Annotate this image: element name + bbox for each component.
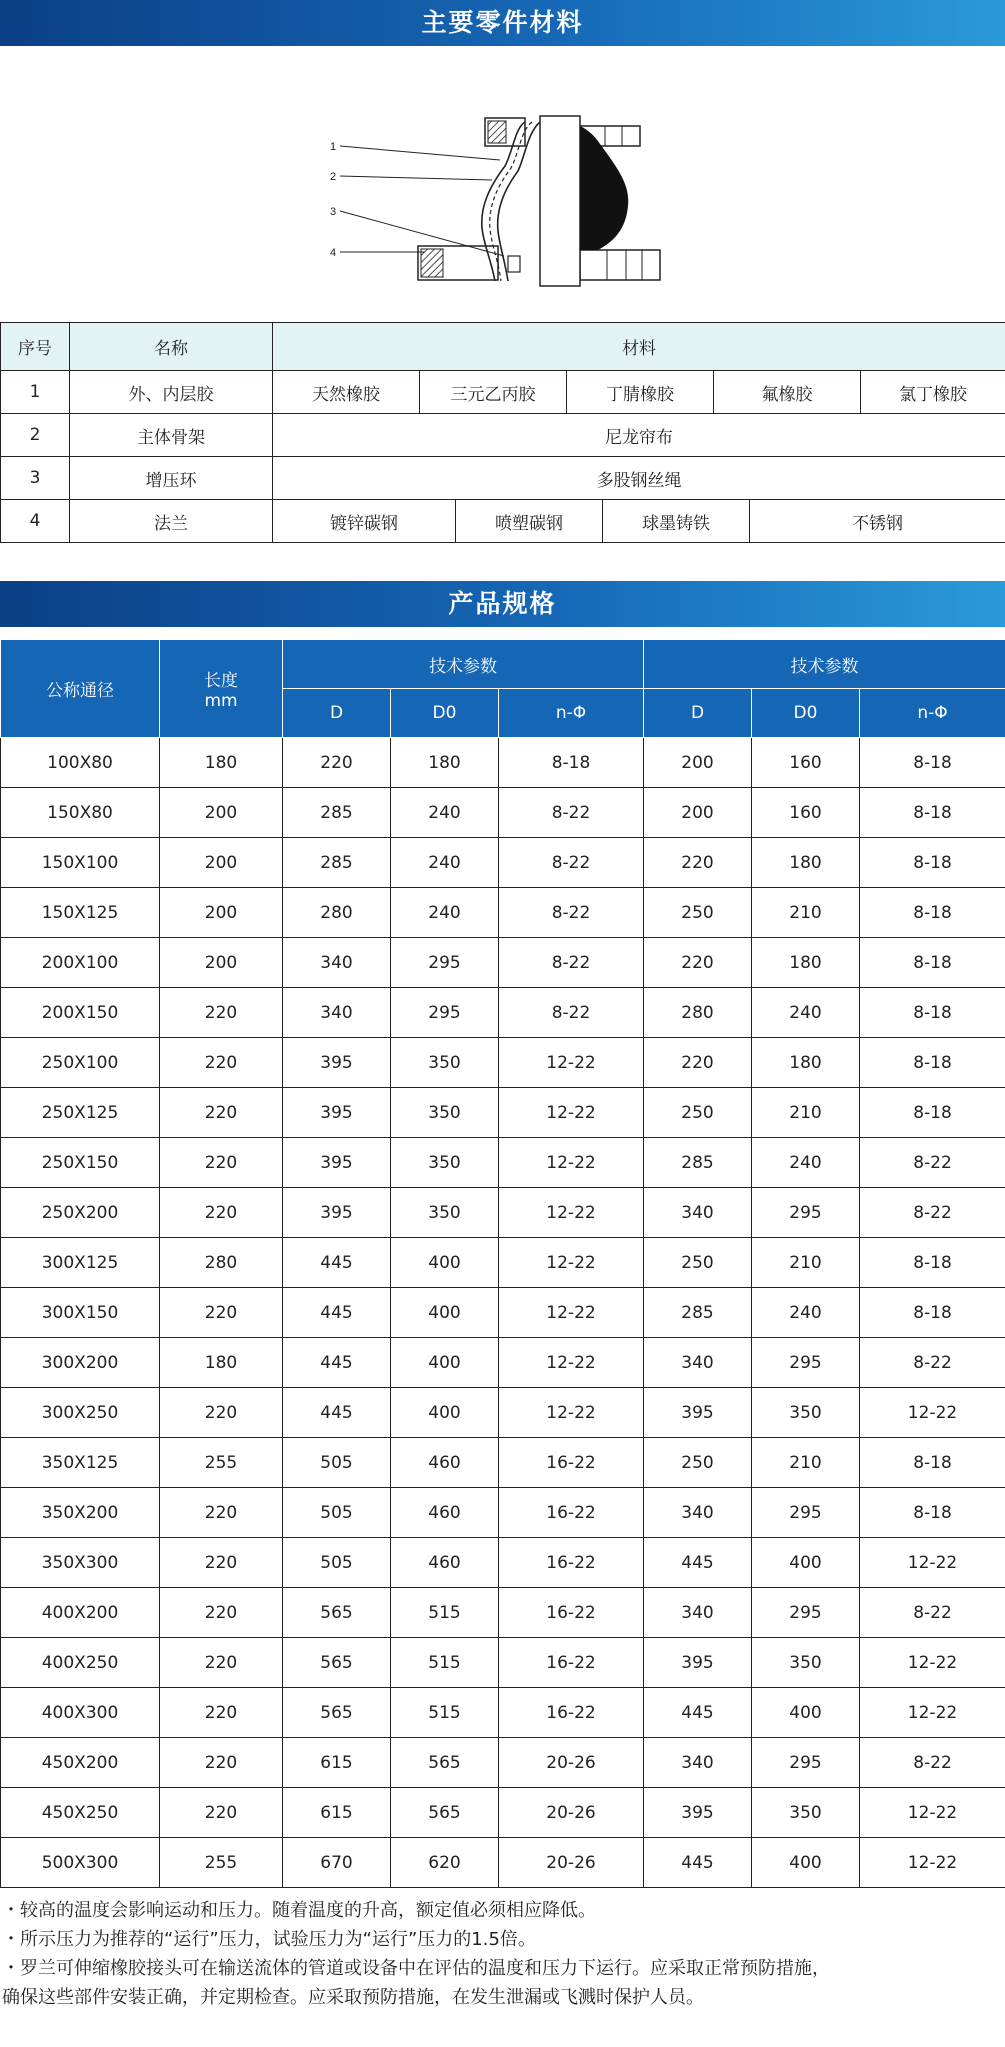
table-cell: 445	[644, 1838, 752, 1888]
table-cell: 200	[644, 738, 752, 788]
note-line: 确保这些部件安装正确，并定期检查。应采取预防措施，在发生泄漏或飞溅时保护人员。	[2, 1987, 704, 2008]
table-cell: 200	[644, 788, 752, 838]
spec-table-body	[1, 738, 1005, 1888]
spec-header-group-2: 技术参数	[644, 640, 1005, 689]
bottom-flange-hatch	[421, 249, 443, 277]
table-cell: 445	[644, 1538, 752, 1588]
spec-subheader: D0	[752, 689, 860, 738]
table-cell: 350	[391, 1138, 499, 1188]
table-cell: 400X200	[1, 1588, 160, 1638]
table-cell: 160	[752, 738, 860, 788]
table-cell: 395	[644, 1788, 752, 1838]
table-cell: 250X200	[1, 1188, 160, 1238]
table-cell: 615	[283, 1788, 391, 1838]
table-cell: 8-18	[860, 1088, 1005, 1138]
table-cell: 8-18	[860, 788, 1005, 838]
table-cell: 20-26	[499, 1838, 644, 1888]
table-cell: 400	[391, 1288, 499, 1338]
table-cell: 515	[391, 1688, 499, 1738]
table-cell: 295	[752, 1738, 860, 1788]
table-cell: 220	[160, 1588, 283, 1638]
table-cell: 220	[160, 1038, 283, 1088]
table-cell: 395	[644, 1638, 752, 1688]
table-cell: 240	[752, 1288, 860, 1338]
spec-table	[0, 639, 1005, 1888]
row4-name: 法兰	[70, 500, 273, 543]
table-cell: 12-22	[499, 1038, 644, 1088]
table-cell: 220	[283, 738, 391, 788]
table-cell: 350X200	[1, 1488, 160, 1538]
table-cell: 8-18	[860, 738, 1005, 788]
table-row	[1, 788, 1005, 838]
row3-material: 多股钢丝绳	[273, 457, 1005, 500]
table-cell: 250	[644, 1238, 752, 1288]
table-cell: 620	[391, 1838, 499, 1888]
table-cell: 8-22	[860, 1188, 1005, 1238]
table-cell: 8-18	[860, 1288, 1005, 1338]
table-cell: 220	[160, 1388, 283, 1438]
table-row	[1, 938, 1005, 988]
table-cell: 180	[752, 938, 860, 988]
table-cell: 250	[644, 1438, 752, 1488]
table-row	[1, 1738, 1005, 1788]
table-cell: 400X300	[1, 1688, 160, 1738]
section-title-materials: 主要零件材料	[0, 0, 1005, 46]
table-cell: 8-18	[860, 1438, 1005, 1488]
table-cell: 295	[391, 988, 499, 1038]
table-cell: 340	[283, 988, 391, 1038]
table-cell: 300X150	[1, 1288, 160, 1338]
table-cell: 295	[752, 1188, 860, 1238]
table-cell: 16-22	[499, 1538, 644, 1588]
table-cell: 460	[391, 1538, 499, 1588]
table-cell: 12-22	[860, 1388, 1005, 1438]
table-cell: 340	[283, 938, 391, 988]
table-cell: 240	[752, 1138, 860, 1188]
table-cell: 220	[160, 1738, 283, 1788]
table-cell: 445	[644, 1688, 752, 1738]
table-cell: 300X200	[1, 1338, 160, 1388]
table-cell: 8-18	[860, 938, 1005, 988]
table-cell: 220	[160, 988, 283, 1038]
table-cell: 285	[283, 838, 391, 888]
table-cell: 350	[391, 1188, 499, 1238]
table-cell: 340	[644, 1738, 752, 1788]
table-cell: 565	[391, 1788, 499, 1838]
table-cell: 180	[752, 838, 860, 888]
table-row	[1, 1188, 1005, 1238]
table-cell: 220	[160, 1088, 283, 1138]
table-row	[1, 1038, 1005, 1088]
table-cell: 340	[644, 1338, 752, 1388]
row3-name: 增压环	[70, 457, 273, 500]
row1-material: 天然橡胶	[273, 371, 420, 414]
table-cell: 12-22	[499, 1338, 644, 1388]
pressure-ring	[508, 256, 520, 272]
table-cell: 12-22	[860, 1638, 1005, 1688]
table-cell: 150X125	[1, 888, 160, 938]
table-cell: 350X300	[1, 1538, 160, 1588]
table-row	[1, 1438, 1005, 1488]
table-row	[1, 1638, 1005, 1688]
table-cell: 12-22	[860, 1788, 1005, 1838]
table-cell: 200	[160, 938, 283, 988]
table-cell: 12-22	[860, 1838, 1005, 1888]
joint-cross-section-diagram	[0, 46, 1005, 322]
table-cell: 210	[752, 1238, 860, 1288]
table-row	[1, 988, 1005, 1038]
table-cell: 350	[752, 1788, 860, 1838]
table-cell: 180	[391, 738, 499, 788]
table-cell: 250X100	[1, 1038, 160, 1088]
table-cell: 280	[160, 1238, 283, 1288]
notes	[0, 1888, 1005, 2012]
table-cell: 505	[283, 1438, 391, 1488]
table-cell: 515	[391, 1588, 499, 1638]
table-cell: 8-22	[860, 1138, 1005, 1188]
table-cell: 150X80	[1, 788, 160, 838]
table-cell: 400	[752, 1538, 860, 1588]
table-cell: 16-22	[499, 1638, 644, 1688]
table-cell: 250X125	[1, 1088, 160, 1138]
row4-material: 球墨铸铁	[603, 500, 750, 543]
table-cell: 615	[283, 1738, 391, 1788]
diagram-label-4: 4	[330, 247, 337, 259]
table-row	[1, 1138, 1005, 1188]
table-cell: 340	[644, 1588, 752, 1638]
row2-material: 尼龙帘布	[273, 414, 1005, 457]
table-cell: 220	[160, 1488, 283, 1538]
table-row	[1, 888, 1005, 938]
table-cell: 350	[752, 1388, 860, 1438]
table-cell: 240	[391, 788, 499, 838]
table-cell: 12-22	[499, 1088, 644, 1138]
row4-no: 4	[1, 500, 70, 543]
table-cell: 200	[160, 838, 283, 888]
table-cell: 8-22	[860, 1738, 1005, 1788]
table-cell: 180	[752, 1038, 860, 1088]
table-cell: 220	[160, 1638, 283, 1688]
diagram-label-2: 2	[330, 171, 337, 183]
table-cell: 445	[283, 1288, 391, 1338]
table-cell: 350	[752, 1638, 860, 1688]
table-cell: 8-22	[499, 888, 644, 938]
table-cell: 220	[644, 938, 752, 988]
table-row	[1, 1088, 1005, 1138]
table-row	[1, 1788, 1005, 1838]
table-cell: 395	[283, 1188, 391, 1238]
table-cell: 210	[752, 888, 860, 938]
row1-no: 1	[1, 371, 70, 414]
table-cell: 280	[644, 988, 752, 1038]
table-cell: 20-26	[499, 1788, 644, 1838]
table-row	[1, 1238, 1005, 1288]
table-cell: 445	[283, 1238, 391, 1288]
table-cell: 8-18	[860, 1038, 1005, 1088]
row2-no: 2	[1, 414, 70, 457]
table-cell: 8-18	[860, 838, 1005, 888]
table-cell: 16-22	[499, 1488, 644, 1538]
table-cell: 505	[283, 1538, 391, 1588]
table-cell: 255	[160, 1838, 283, 1888]
table-cell: 240	[391, 888, 499, 938]
table-cell: 350X125	[1, 1438, 160, 1488]
table-cell: 445	[283, 1388, 391, 1438]
table-cell: 16-22	[499, 1588, 644, 1638]
materials-header-no: 序号	[1, 323, 70, 371]
table-cell: 565	[283, 1588, 391, 1638]
materials-header-material: 材料	[273, 323, 1005, 371]
row2-name: 主体骨架	[70, 414, 273, 457]
table-row	[1, 1288, 1005, 1338]
section-title-spec: 产品规格	[0, 581, 1005, 627]
table-row	[1, 1588, 1005, 1638]
table-cell: 400	[752, 1838, 860, 1888]
table-cell: 340	[644, 1188, 752, 1238]
table-cell: 450X200	[1, 1738, 160, 1788]
table-cell: 200X150	[1, 988, 160, 1038]
materials-table	[0, 322, 1005, 543]
table-cell: 12-22	[499, 1188, 644, 1238]
spec-subheader: D	[644, 689, 752, 738]
table-cell: 400	[391, 1238, 499, 1288]
table-cell: 8-22	[499, 838, 644, 888]
table-cell: 395	[644, 1388, 752, 1438]
table-cell: 350	[391, 1088, 499, 1138]
table-cell: 200	[160, 888, 283, 938]
table-cell: 395	[283, 1088, 391, 1138]
table-cell: 340	[644, 1488, 752, 1538]
table-cell: 255	[160, 1438, 283, 1488]
table-cell: 12-22	[499, 1288, 644, 1338]
table-cell: 200X100	[1, 938, 160, 988]
table-cell: 395	[283, 1038, 391, 1088]
note-line: ・较高的温度会影响运动和压力。随着温度的升高，额定值必须相应降低。	[2, 1900, 596, 1921]
table-cell: 250	[644, 888, 752, 938]
table-cell: 460	[391, 1438, 499, 1488]
table-cell: 210	[752, 1088, 860, 1138]
table-cell: 445	[283, 1338, 391, 1388]
table-cell: 12-22	[499, 1238, 644, 1288]
row1-material: 三元乙丙胶	[420, 371, 567, 414]
table-cell: 8-22	[860, 1588, 1005, 1638]
row4-material: 不锈钢	[750, 500, 1005, 543]
row4-material: 喷塑碳钢	[456, 500, 603, 543]
joint-body	[540, 116, 580, 286]
spec-subheader: n-Φ	[860, 689, 1005, 738]
row3-no: 3	[1, 457, 70, 500]
table-cell: 250X150	[1, 1138, 160, 1188]
table-cell: 16-22	[499, 1688, 644, 1738]
spec-header-nominal: 公称通径	[1, 640, 160, 738]
table-cell: 280	[283, 888, 391, 938]
table-cell: 8-18	[499, 738, 644, 788]
table-cell: 220	[160, 1538, 283, 1588]
table-cell: 285	[283, 788, 391, 838]
note-line: ・罗兰可伸缩橡胶接头可在输送流体的管道或设备中在评估的温度和压力下运行。应采取正常预防措施，	[2, 1958, 830, 1979]
materials-header-name: 名称	[70, 323, 273, 371]
spec-header-group-1: 技术参数	[283, 640, 644, 689]
table-cell: 150X100	[1, 838, 160, 888]
table-cell: 12-22	[499, 1138, 644, 1188]
table-cell: 300X125	[1, 1238, 160, 1288]
table-cell: 220	[644, 838, 752, 888]
table-cell: 295	[752, 1338, 860, 1388]
table-cell: 220	[160, 1188, 283, 1238]
table-cell: 500X300	[1, 1838, 160, 1888]
table-cell: 16-22	[499, 1438, 644, 1488]
table-cell: 20-26	[499, 1738, 644, 1788]
row1-material: 氟橡胶	[714, 371, 861, 414]
table-cell: 460	[391, 1488, 499, 1538]
table-cell: 400	[391, 1388, 499, 1438]
table-cell: 160	[752, 788, 860, 838]
table-cell: 8-22	[499, 788, 644, 838]
table-cell: 8-22	[499, 938, 644, 988]
table-cell: 250	[644, 1088, 752, 1138]
table-cell: 240	[752, 988, 860, 1038]
row1-name: 外、内层胶	[70, 371, 273, 414]
table-cell: 295	[752, 1488, 860, 1538]
table-cell: 565	[283, 1638, 391, 1688]
table-cell: 12-22	[860, 1688, 1005, 1738]
table-row	[1, 838, 1005, 888]
table-cell: 180	[160, 738, 283, 788]
table-cell: 295	[391, 938, 499, 988]
row1-material: 氯丁橡胶	[861, 371, 1005, 414]
diagram-label-3: 3	[330, 206, 337, 218]
table-cell: 300X250	[1, 1388, 160, 1438]
table-cell: 220	[644, 1038, 752, 1088]
table-cell: 100X80	[1, 738, 160, 788]
note-line: ・所示压力为推荐的“运行”压力，试验压力为“运行”压力的1.5倍。	[2, 1929, 536, 1950]
spec-subheader: D0	[391, 689, 499, 738]
top-flange-hatch	[488, 121, 506, 143]
table-cell: 220	[160, 1788, 283, 1838]
table-row	[1, 1338, 1005, 1388]
table-row	[1, 1538, 1005, 1588]
table-cell: 450X250	[1, 1788, 160, 1838]
bottom-right-flange	[580, 250, 660, 280]
table-cell: 240	[391, 838, 499, 888]
table-cell: 220	[160, 1288, 283, 1338]
table-cell: 505	[283, 1488, 391, 1538]
table-cell: 180	[160, 1338, 283, 1388]
table-cell: 400X250	[1, 1638, 160, 1688]
table-cell: 285	[644, 1288, 752, 1338]
diagram-label-1: 1	[330, 141, 337, 153]
row4-material: 镀锌碳钢	[273, 500, 456, 543]
table-cell: 400	[391, 1338, 499, 1388]
table-cell: 200	[160, 788, 283, 838]
table-row	[1, 738, 1005, 788]
table-cell: 210	[752, 1438, 860, 1488]
joint-diagram-svg	[330, 56, 670, 316]
table-cell: 12-22	[860, 1538, 1005, 1588]
spec-subheader: D	[283, 689, 391, 738]
table-cell: 565	[391, 1738, 499, 1788]
table-cell: 670	[283, 1838, 391, 1888]
table-cell: 350	[391, 1038, 499, 1088]
table-row	[1, 1688, 1005, 1738]
table-cell: 515	[391, 1638, 499, 1688]
table-cell: 8-18	[860, 1488, 1005, 1538]
table-cell: 8-18	[860, 988, 1005, 1038]
table-cell: 8-18	[860, 888, 1005, 938]
table-cell: 400	[752, 1688, 860, 1738]
table-cell: 8-22	[860, 1338, 1005, 1388]
table-row	[1, 1488, 1005, 1538]
spec-subheader: n-Φ	[499, 689, 644, 738]
table-cell: 8-18	[860, 1238, 1005, 1288]
table-cell: 220	[160, 1138, 283, 1188]
row1-material: 丁腈橡胶	[567, 371, 714, 414]
table-cell: 395	[283, 1138, 391, 1188]
table-cell: 8-22	[499, 988, 644, 1038]
table-cell: 220	[160, 1688, 283, 1738]
table-cell: 285	[644, 1138, 752, 1188]
table-row	[1, 1838, 1005, 1888]
table-cell: 565	[283, 1688, 391, 1738]
table-cell: 295	[752, 1588, 860, 1638]
table-cell: 12-22	[499, 1388, 644, 1438]
table-row	[1, 1388, 1005, 1438]
spec-header-length: 长度 mm	[160, 640, 283, 738]
